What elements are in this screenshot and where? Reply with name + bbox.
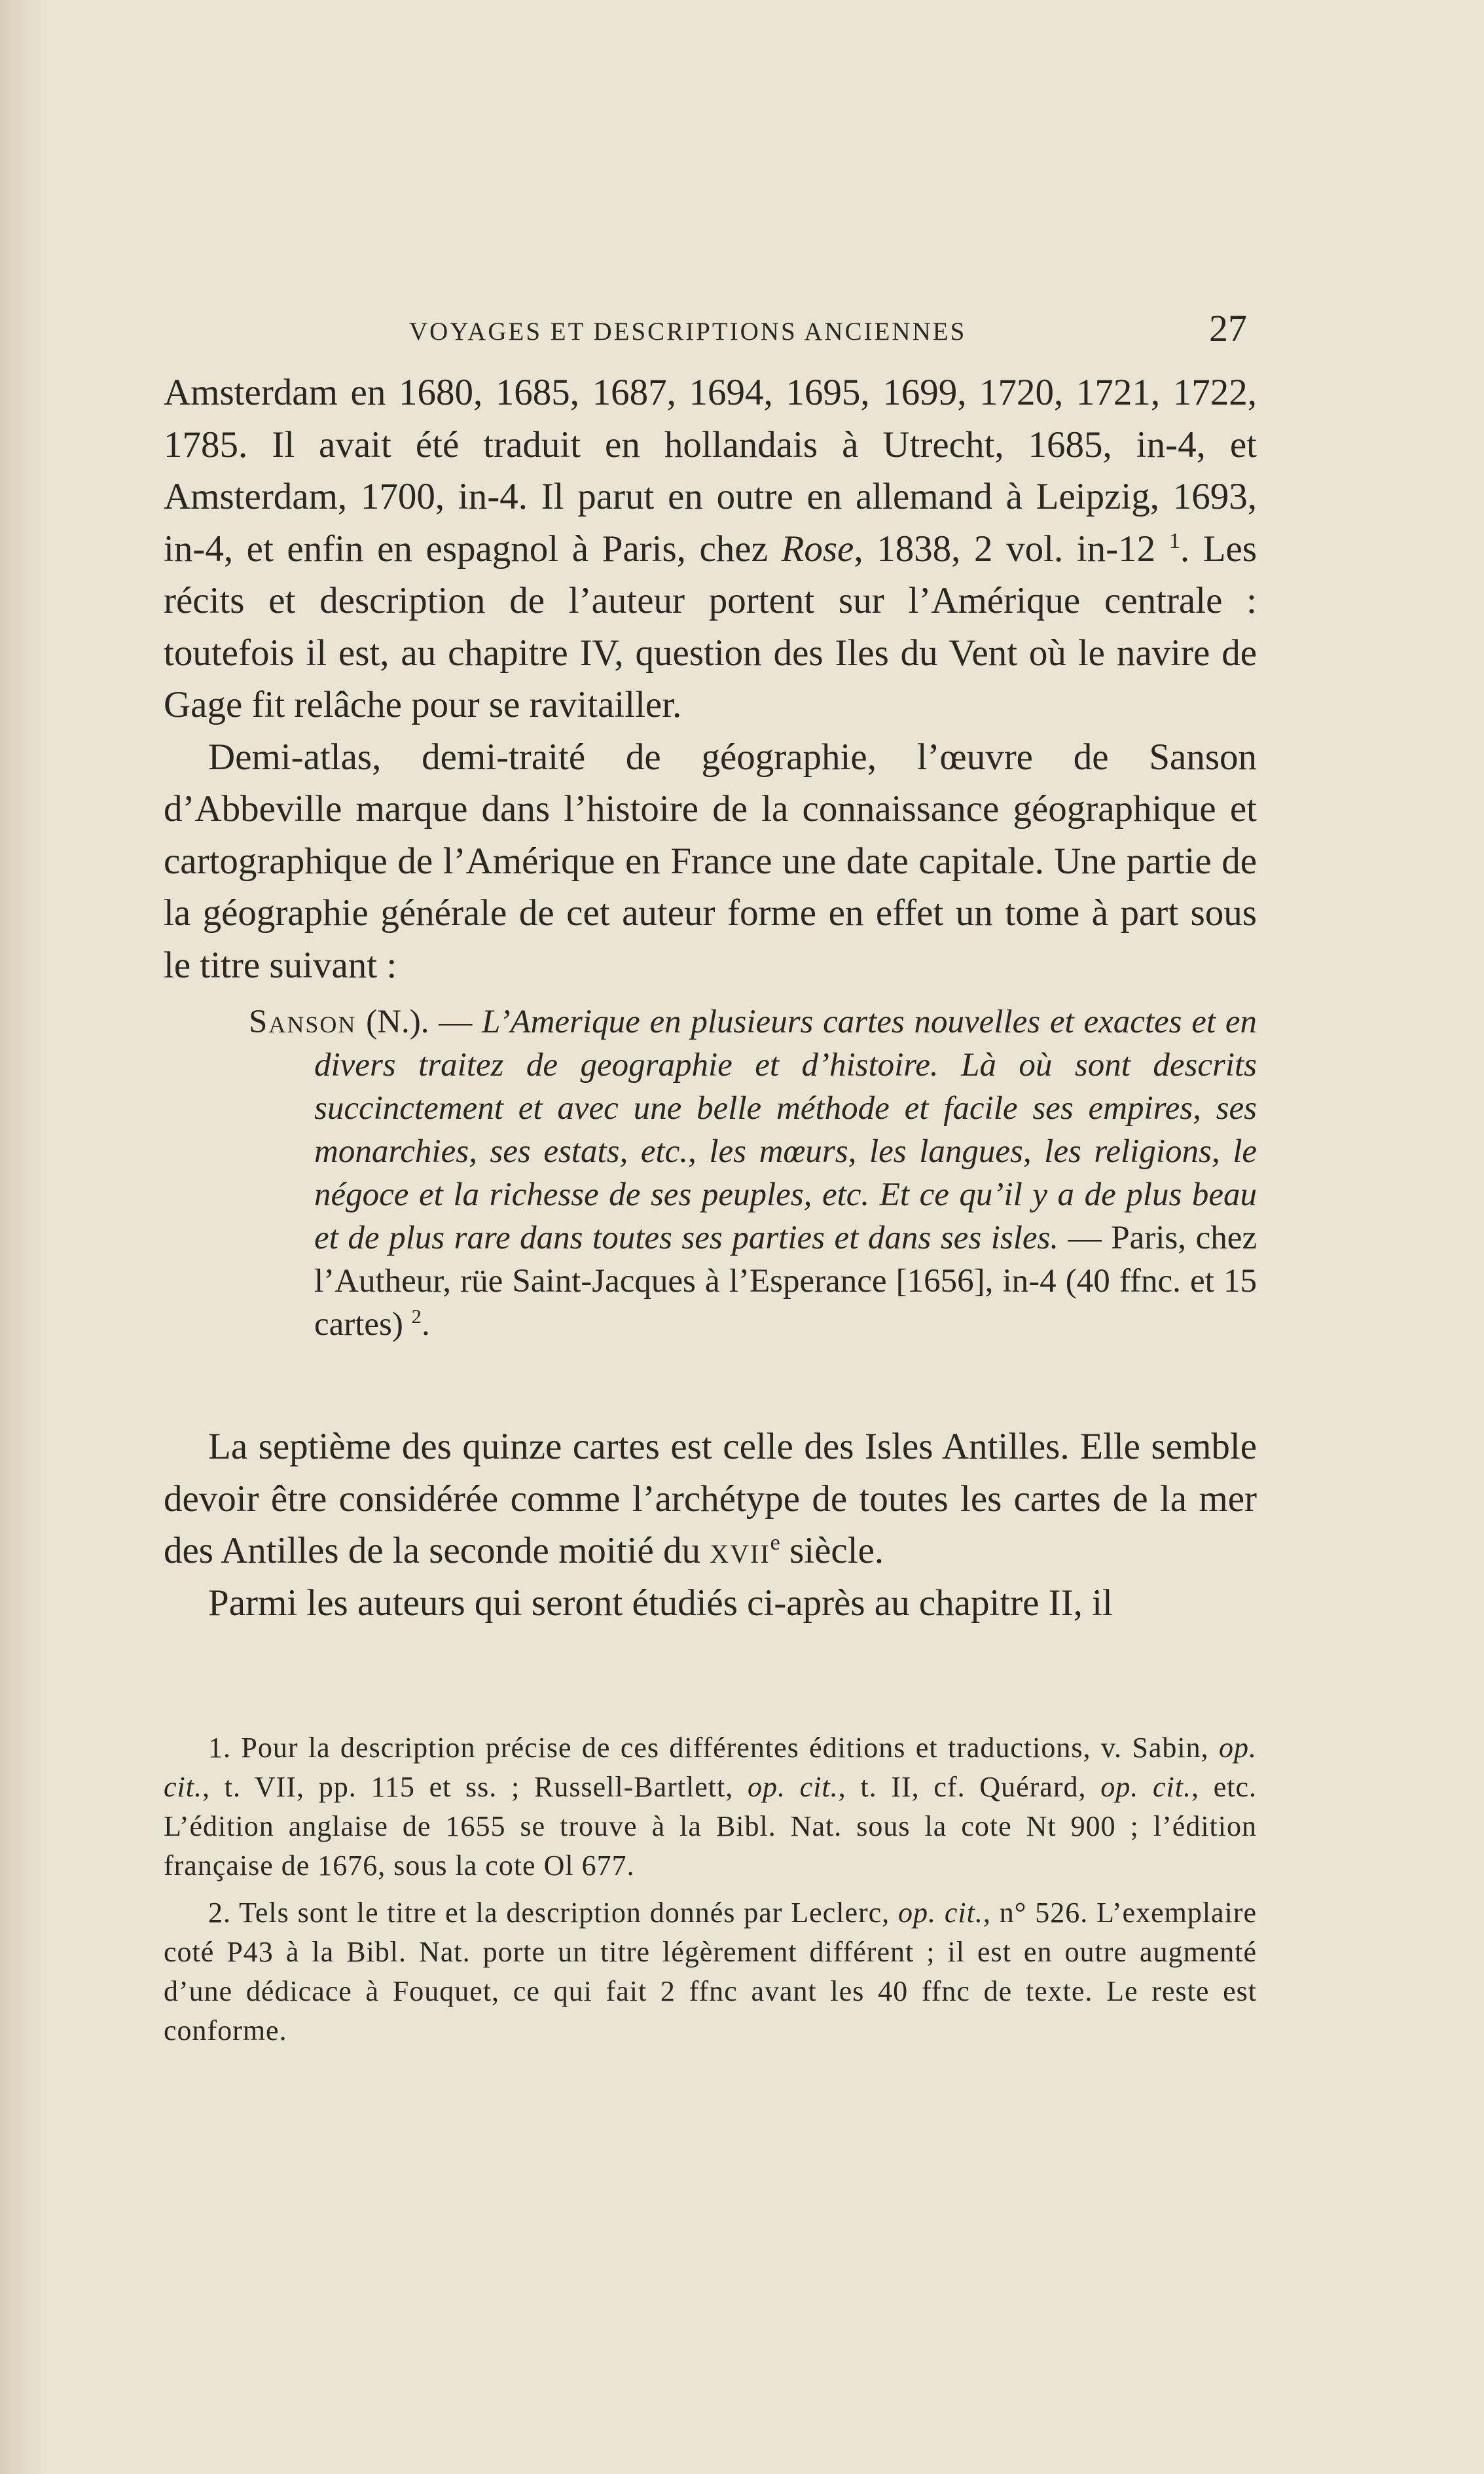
- footnotes: [164, 1728, 1257, 2058]
- footnote-1: 1. Pour la description précise de ces différentes éditions et traductions, v. Sabin, op. cit., t. VII, pp. 115 et ss. ; Russell-Bartlett, op. cit., t. II, cf. Quérard, op. cit., etc. L’édition anglaise de 1655 se trouve à la Bibl. Nat. sous la cote Nt 900 ; l’édition française de 1676, sous la cote Ol 677.: [164, 1732, 1257, 1882]
- footnote-2: 2. Tels sont le titre et la description donnés par Leclerc, op. cit., n° 526. L’exemplaire coté P43 à la Bibl. Nat. porte un titre légèrement différent ; il est en outre augmenté d’une dédicace à Fouquet, ce qui fait 2 ffnc avant les 40 ffnc de texte. Le reste est conforme.: [164, 1897, 1257, 2047]
- main-text-continued: [164, 1421, 1257, 1629]
- citation-imprint: — Paris, chez l’Autheur, rüe Saint-Jacques à l’Esperance [1656], in-4 (40 ffnc. et 15 cartes): [314, 1220, 1257, 1343]
- bibliographic-citation: Sanson (N.). — L’Amerique en plusieurs cartes nouvelles et exactes et en divers traitez de geographie et d’histoire. Là où sont descrits succinctement et avec une belle méthode et facile ses empires, ses monarchies, ses estats, etc., les mœurs, les langues, les religions, le négoce et la richesse de ses peuples, etc. Et ce qu’il y a de plus beau et de plus rare dans toutes ses parties et dans ses isles. — Paris, chez l’Autheur, rüe Saint-Jacques à l’Esperance [1656], in-4 (40 ffnc. et 15 cartes) $^2$.: [249, 1004, 1257, 1343]
- paragraph-1: Amsterdam en 1680, 1685, 1687, 1694, 1695, 1699, 1720, 1721, 1722, 1785. Il avait été traduit en hollandais à Utrecht, 1685, in-4, et Amsterdam, 1700, in-4. Il parut en outre en allemand à Leipzig, 1693, in-4, et enfin en espagnol à Paris, chez Rose, 1838, 2 vol. in-12 $^1$. Les récits et description de l’auteur portent sur l’Amérique centrale : toutefois il est, au chapitre IV, question des Iles du Vent où le navire de Gage fit relâche pour se ravitailler.: [164, 372, 1257, 725]
- citation-title: L’Amerique en plusieurs cartes nouvelles et exactes et en divers traitez de geographie et d’histoire. Là où sont descrits succinctement et avec une belle méthode et facile ses empires, ses monarchies, ses estats, etc., les mœurs, les langues, les religions, le négoce et la richesse de ses peuples, etc. Et ce qu’il y a de plus beau et de plus rare dans toutes ses parties et dans ses isles.: [314, 1004, 1257, 1256]
- citation-author: Sanson: [249, 1004, 357, 1040]
- page-edge-shadow: [0, 0, 46, 2474]
- main-text: [164, 367, 1257, 991]
- page-number: 27: [1209, 307, 1247, 350]
- footnote-ref-2: 2: [411, 1305, 422, 1328]
- paragraph-3: La septième des quinze cartes est celle des Isles Antilles. Elle semble devoir être considérée comme l’archétype de toutes les cartes de la mer des Antilles de la seconde moitié du xvii$^e$ siècle.: [164, 1426, 1257, 1571]
- running-title: VOYAGES ET DESCRIPTIONS ANCIENNES: [409, 318, 967, 346]
- paragraph-2: Demi-atlas, demi-traité de géographie, l’œuvre de Sanson d’Abbeville marque dans l’histoire de la connaissance géographique et cartographique de l’Amérique en France une date capitale. Une partie de la géographie générale de cet auteur forme en effet un tome à part sous le titre suivant :: [164, 736, 1257, 986]
- footnote-ref-1: 1: [1168, 528, 1180, 553]
- paragraph-4: Parmi les auteurs qui seront étudiés ci-après au chapitre II, il: [208, 1582, 1113, 1624]
- page-header: [409, 306, 1247, 359]
